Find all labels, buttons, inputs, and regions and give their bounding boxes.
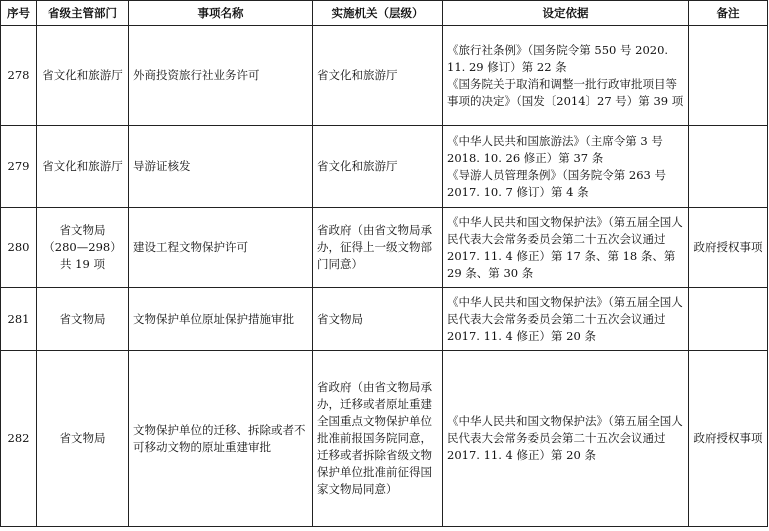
basis-line: 《导游人员管理条例》（国务院令第 263 号 2017. 10. 7 修订）第 4 条: [447, 167, 667, 199]
agency-cell: 省文化和旅游厅: [313, 126, 443, 208]
department-line: 省文物局: [59, 431, 106, 445]
header-basis: 设定依据: [443, 1, 689, 26]
header-department: 省级主管部门: [37, 1, 129, 26]
basis-cell: [443, 288, 689, 351]
item-name-cell: 导游证核发: [129, 126, 313, 208]
department-line: 省文物局: [59, 223, 106, 237]
serial-cell: 279: [1, 126, 37, 208]
serial-cell: 280: [1, 208, 37, 288]
note-cell: 政府授权事项: [689, 208, 768, 288]
table-row: [1, 126, 768, 208]
basis-line: 《中华人民共和国旅游法》（主席令第 3 号 2018. 10. 26 修正）第 37 条: [447, 133, 663, 165]
department-range: （280—298）: [43, 240, 122, 254]
department-line: 省文物局: [59, 311, 106, 326]
item-name-cell: 外商投资旅行社业务许可: [129, 26, 313, 126]
basis-cell: [443, 208, 689, 288]
department-line: 省文化和旅游厅: [42, 68, 123, 82]
agency-cell: 省政府（由省文物局承办，迁移或者原址重建全国重点文物保护单位批准前报国务院同意，迁移或者拆除省级文物保护单位批准前征得国家文物局同意）: [313, 351, 443, 527]
header-serial: 序号: [1, 1, 37, 26]
department-cell: [37, 208, 129, 288]
basis-cell: [443, 126, 689, 208]
department-count: 共 19 项: [60, 257, 105, 271]
serial-cell: 281: [1, 288, 37, 351]
table-row: [1, 208, 768, 288]
basis-line: 《国务院关于取消和调整一批行政审批项目等事项的决定》（国发〔2014〕27 号）第 39 项: [447, 76, 684, 108]
agency-cell: 省政府（由省文物局承办，征得上一级文物部门同意）: [313, 208, 443, 288]
item-name-cell: 建设工程文物保护许可: [129, 208, 313, 288]
table-header-row: [1, 1, 768, 26]
basis-line: 《旅行社条例》（国务院令第 550 号 2020. 11. 29 修订）第 22 条: [447, 42, 669, 74]
table-row: [1, 351, 768, 527]
department-cell: [37, 126, 129, 208]
serial-cell: 278: [1, 26, 37, 126]
department-cell: [37, 288, 129, 351]
basis-cell: [443, 26, 689, 126]
basis-cell: [443, 351, 689, 527]
note-cell: 政府授权事项: [689, 351, 768, 527]
header-agency: 实施机关（层级）: [313, 1, 443, 26]
agency-cell: 省文化和旅游厅: [313, 26, 443, 126]
item-name-cell: 文物保护单位的迁移、拆除或者不可移动文物的原址重建审批: [129, 351, 313, 527]
department-line: 省文化和旅游厅: [42, 159, 123, 173]
note-cell: [689, 288, 768, 351]
department-cell: [37, 351, 129, 527]
serial-cell: 282: [1, 351, 37, 527]
table-row: [1, 26, 768, 126]
basis-line: 《中华人民共和国文物保护法》（第五届全国人民代表大会常务委员会第二十五次会议通过 2017. 11. 4 修正）第 17 条、第 18 条、第 29 条、第 30 条: [447, 214, 683, 280]
basis-line: 《中华人民共和国文物保护法》（第五届全国人民代表大会常务委员会第二十五次会议通过 2017. 11. 4 修正）第 20 条: [447, 294, 683, 343]
table-row: [1, 288, 768, 351]
header-item-name: 事项名称: [129, 1, 313, 26]
basis-line: 《中华人民共和国文物保护法》（第五届全国人民代表大会常务委员会第二十五次会议通过 2017. 11. 4 修正）第 20 条: [447, 414, 683, 462]
note-cell: [689, 26, 768, 126]
agency-cell: 省文物局: [313, 288, 443, 351]
note-cell: [689, 126, 768, 208]
item-name-cell: 文物保护单位原址保护措施审批: [129, 288, 313, 351]
department-cell: [37, 26, 129, 126]
header-note: 备注: [689, 1, 768, 26]
